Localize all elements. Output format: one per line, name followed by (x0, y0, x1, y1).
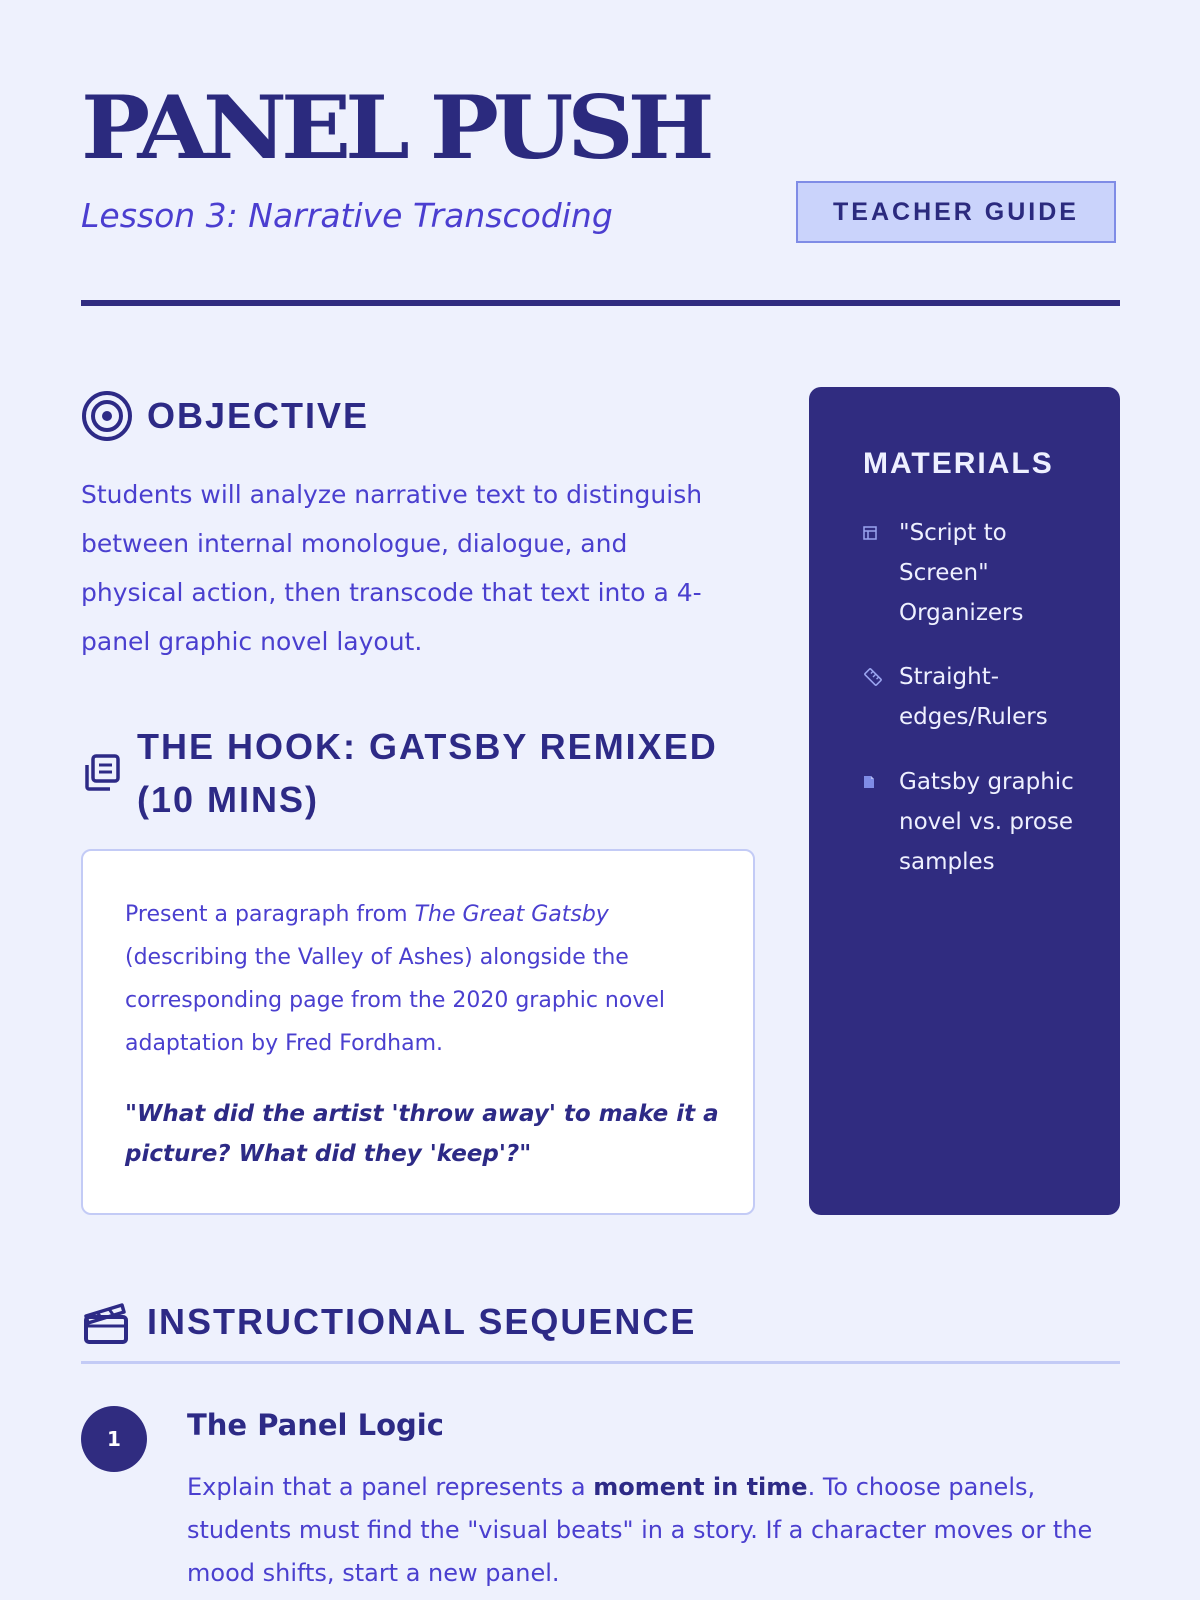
step-number: 1 (81, 1406, 147, 1472)
layout-icon (863, 513, 883, 553)
target-icon (81, 390, 133, 442)
step-emphasis: moment in time (593, 1473, 808, 1501)
materials-panel (809, 387, 1120, 1215)
copy-icon (81, 752, 123, 794)
materials-item-label: Gatsby graphic novel vs. prose samples (899, 769, 1074, 875)
header-divider (81, 300, 1120, 306)
teacher-guide-badge: TEACHER GUIDE (796, 181, 1116, 243)
objective-heading (81, 390, 369, 442)
materials-item (863, 513, 1079, 633)
hook-heading (81, 720, 737, 826)
step-title: The Panel Logic (187, 1408, 444, 1442)
hook-description (125, 893, 725, 1065)
book-title: The Great Gatsby (414, 902, 609, 927)
hook-card (81, 849, 755, 1215)
lesson-subtitle: Lesson 3: Narrative Transcoding (81, 196, 613, 235)
step-description (187, 1466, 1107, 1595)
file-icon (863, 762, 883, 802)
step-body-prefix: Explain that a panel represents a (187, 1473, 594, 1501)
hook-body-suffix: (describing the Valley of Ashes) alongside the corresponding page from the 2020 graphic novel adaptation by Fred Fordham. (125, 945, 665, 1056)
objective-text: Students will analyze narrative text to distinguish between internal monologue, dialogue, and physical action, then transcode that text into a 4-panel graphic novel layout. (81, 480, 703, 656)
sequence-divider (81, 1361, 1120, 1364)
hook-question: "What did the artist 'throw away' to make it a picture? What did they 'keep'?" (125, 1101, 719, 1167)
sequence-heading (81, 1298, 696, 1346)
hook-title: THE HOOK: GATSBY REMIXED (10 MINS) (137, 726, 718, 820)
ruler-icon (863, 657, 883, 697)
materials-item-label: Straight-edges/Rulers (899, 664, 1048, 730)
clapperboard-icon (81, 1298, 131, 1346)
step-body-suffix: . To choose panels, students must find the "visual beats" in a story. If a character moves or the mood shifts, start a new panel. (187, 1473, 1093, 1587)
materials-title: MATERIALS (863, 447, 1054, 480)
materials-item (863, 657, 1079, 737)
sequence-title: INSTRUCTIONAL SEQUENCE (147, 1301, 697, 1342)
objective-title: OBJECTIVE (147, 395, 370, 436)
hook-body-prefix: Present a paragraph from (125, 902, 415, 927)
brand-title: PANEL PUSH (81, 76, 709, 179)
materials-item-label: "Script to Screen" Organizers (899, 520, 1024, 626)
lesson-page (81, 0, 1120, 1600)
materials-item (863, 762, 1079, 882)
